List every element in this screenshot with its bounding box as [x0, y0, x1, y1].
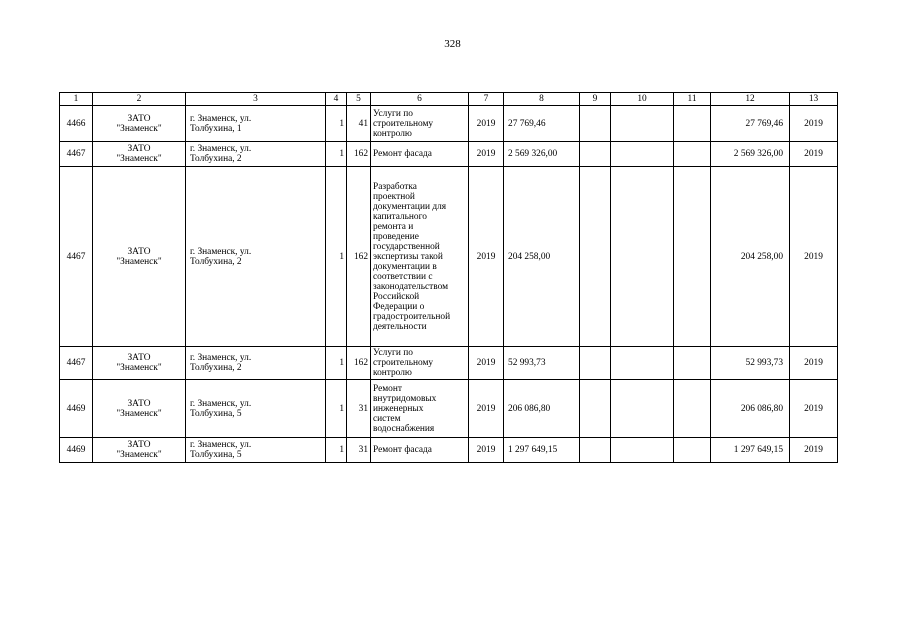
- municipality-line: ЗАТО: [127, 113, 151, 124]
- cell-empty-cell: [674, 106, 711, 142]
- work-description-line: ремонта и: [373, 221, 414, 232]
- work-description-line: проведение: [373, 231, 419, 242]
- address-cell: [186, 167, 326, 347]
- cell-empty-cell: [580, 380, 611, 438]
- number-cell: 162: [347, 142, 371, 167]
- municipality-cell: [93, 347, 186, 380]
- column-number: 4: [326, 93, 347, 106]
- municipality-line: "Знаменск": [116, 154, 162, 164]
- work-description-cell: [371, 167, 469, 347]
- object-number-cell: 4467: [60, 142, 93, 167]
- count-cell: 1: [326, 347, 347, 380]
- work-description-line: строительному: [373, 358, 434, 368]
- year-cell: 2019: [469, 438, 504, 463]
- work-description-line: деятельности: [373, 321, 427, 332]
- work-description-cell: [371, 347, 469, 380]
- work-description-line: Ремонт фасада: [373, 149, 432, 159]
- cost-cell: 52 993,73: [711, 347, 790, 380]
- column-number: 7: [469, 93, 504, 106]
- address-cell: [186, 142, 326, 167]
- column-number: 3: [186, 93, 326, 106]
- column-number: 9: [580, 93, 611, 106]
- completion-year-cell: 2019: [790, 106, 838, 142]
- table-body: [60, 106, 838, 463]
- cell-empty-cell: [580, 167, 611, 347]
- address-line: Толбухина, 2: [190, 154, 242, 164]
- address-line: г. Знаменск, ул.: [190, 398, 252, 409]
- address-line: г. Знаменск, ул.: [190, 440, 252, 450]
- number-cell: 31: [347, 438, 371, 463]
- object-number-cell: 4466: [60, 106, 93, 142]
- municipality-line: ЗАТО: [127, 246, 151, 257]
- municipality-line: "Знаменск": [116, 123, 162, 134]
- work-description-cell: [371, 106, 469, 142]
- municipality-cell: [93, 167, 186, 347]
- work-description-line: Российской: [373, 291, 420, 302]
- count-cell: 1: [326, 142, 347, 167]
- year-cell: 2019: [469, 347, 504, 380]
- work-description-cell: [371, 142, 469, 167]
- page-number: 328: [444, 38, 461, 50]
- column-number: 6: [371, 93, 469, 106]
- column-number-row: [60, 93, 838, 106]
- total-cost-cell: 52 993,73: [504, 347, 580, 380]
- work-description-line: соответствии с: [373, 271, 433, 282]
- work-description-cell: [371, 380, 469, 438]
- column-number: 2: [93, 93, 186, 106]
- number-cell: 162: [347, 167, 371, 347]
- cell-empty-cell: [580, 347, 611, 380]
- municipality-line: ЗАТО: [127, 440, 151, 450]
- year-cell: 2019: [469, 142, 504, 167]
- municipality-line: "Знаменск": [116, 450, 162, 460]
- column-number: 5: [347, 93, 371, 106]
- total-cost-cell: 27 769,46: [504, 106, 580, 142]
- municipality-line: "Знаменск": [116, 408, 162, 419]
- cell-empty-cell: [674, 438, 711, 463]
- object-number-cell: 4467: [60, 347, 93, 380]
- total-cost-cell: 204 258,00: [504, 167, 580, 347]
- address-line: Толбухина, 5: [190, 408, 242, 419]
- object-number-cell: 4469: [60, 438, 93, 463]
- work-description-line: водоснабжения: [373, 423, 435, 434]
- municipality-cell: [93, 380, 186, 438]
- work-description-cell: [371, 438, 469, 463]
- work-description-line: систем: [373, 413, 401, 424]
- cost-cell: 206 086,80: [711, 380, 790, 438]
- count-cell: 1: [326, 438, 347, 463]
- table-row: [60, 347, 838, 380]
- address-cell: [186, 106, 326, 142]
- work-description-line: Услуги по: [373, 348, 413, 358]
- cell-empty-cell: [580, 142, 611, 167]
- cost-cell: 27 769,46: [711, 106, 790, 142]
- cell-empty-cell: [674, 167, 711, 347]
- table-row: [60, 142, 838, 167]
- registry-table: [59, 92, 838, 463]
- work-description-line: Федерации о: [373, 301, 425, 312]
- work-description-line: экспертизы такой: [373, 251, 443, 262]
- address-line: г. Знаменск, ул.: [190, 246, 252, 257]
- cell-empty-cell: [674, 142, 711, 167]
- count-cell: 1: [326, 167, 347, 347]
- municipality-line: ЗАТО: [127, 398, 151, 409]
- cost-cell: 204 258,00: [711, 167, 790, 347]
- municipality-cell: [93, 142, 186, 167]
- work-description-line: законодательством: [373, 281, 449, 292]
- cell-empty-cell: [611, 106, 674, 142]
- table-row: [60, 438, 838, 463]
- municipality-line: ЗАТО: [127, 353, 151, 363]
- work-description-line: государственной: [373, 241, 440, 252]
- municipality-line: "Знаменск": [116, 256, 162, 267]
- table-row: [60, 106, 838, 142]
- address-line: Толбухина, 2: [190, 363, 242, 373]
- cell-empty-cell: [674, 347, 711, 380]
- work-description-line: документации для: [373, 201, 447, 212]
- year-cell: 2019: [469, 167, 504, 347]
- work-description-line: строительному: [373, 118, 434, 129]
- cell-empty-cell: [611, 142, 674, 167]
- address-cell: [186, 438, 326, 463]
- work-description-line: внутридомовых: [373, 393, 437, 404]
- cell-empty-cell: [674, 380, 711, 438]
- work-description-line: контролю: [373, 128, 412, 139]
- completion-year-cell: 2019: [790, 438, 838, 463]
- work-description-line: Ремонт: [373, 383, 402, 394]
- address-line: г. Знаменск, ул.: [190, 144, 252, 154]
- cell-empty-cell: [611, 347, 674, 380]
- address-line: г. Знаменск, ул.: [190, 353, 252, 363]
- column-number: 1: [60, 93, 93, 106]
- count-cell: 1: [326, 380, 347, 438]
- municipality-cell: [93, 106, 186, 142]
- work-description-line: документации в: [373, 261, 437, 272]
- object-number-cell: 4467: [60, 167, 93, 347]
- work-description-line: проектной: [373, 191, 415, 202]
- number-cell: 31: [347, 380, 371, 438]
- table-row: [60, 167, 838, 347]
- work-description-line: градостроительной: [373, 311, 451, 322]
- address-cell: [186, 347, 326, 380]
- work-description-line: капитального: [373, 211, 427, 222]
- cell-empty-cell: [580, 106, 611, 142]
- work-description-line: контролю: [373, 368, 412, 378]
- total-cost-cell: 2 569 326,00: [504, 142, 580, 167]
- municipality-line: ЗАТО: [127, 144, 151, 154]
- column-number: 8: [504, 93, 580, 106]
- cell-empty-cell: [580, 438, 611, 463]
- column-number: 12: [711, 93, 790, 106]
- address-line: г. Знаменск, ул.: [190, 113, 252, 124]
- column-number: 10: [611, 93, 674, 106]
- cell-empty-cell: [611, 380, 674, 438]
- column-number: 11: [674, 93, 711, 106]
- completion-year-cell: 2019: [790, 380, 838, 438]
- completion-year-cell: 2019: [790, 142, 838, 167]
- work-description-line: инженерных: [373, 403, 424, 414]
- cost-cell: 2 569 326,00: [711, 142, 790, 167]
- cost-cell: 1 297 649,15: [711, 438, 790, 463]
- year-cell: 2019: [469, 380, 504, 438]
- total-cost-cell: 1 297 649,15: [504, 438, 580, 463]
- year-cell: 2019: [469, 106, 504, 142]
- municipality-cell: [93, 438, 186, 463]
- completion-year-cell: 2019: [790, 347, 838, 380]
- work-description-line: Разработка: [373, 181, 417, 192]
- address-line: Толбухина, 1: [190, 123, 242, 134]
- number-cell: 41: [347, 106, 371, 142]
- table-row: [60, 380, 838, 438]
- cell-empty-cell: [611, 167, 674, 347]
- address-line: Толбухина, 5: [190, 450, 242, 460]
- work-description-line: Ремонт фасада: [373, 445, 432, 455]
- address-cell: [186, 380, 326, 438]
- work-description-line: Услуги по: [373, 108, 413, 119]
- count-cell: 1: [326, 106, 347, 142]
- total-cost-cell: 206 086,80: [504, 380, 580, 438]
- municipality-line: "Знаменск": [116, 363, 162, 373]
- object-number-cell: 4469: [60, 380, 93, 438]
- cell-empty-cell: [611, 438, 674, 463]
- column-number: 13: [790, 93, 838, 106]
- address-line: Толбухина, 2: [190, 256, 242, 267]
- number-cell: 162: [347, 347, 371, 380]
- completion-year-cell: 2019: [790, 167, 838, 347]
